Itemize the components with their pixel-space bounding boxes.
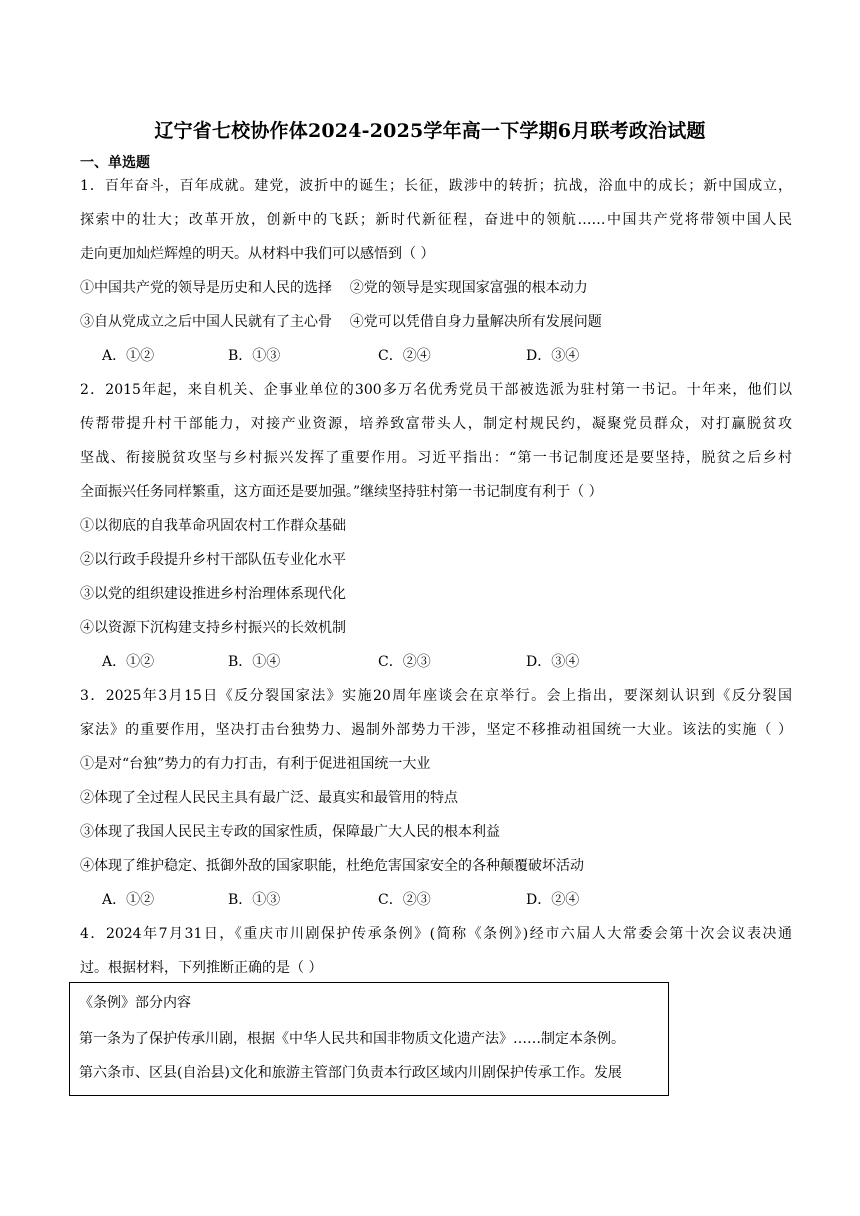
question-1-stem-line-3: 走向更加灿烂辉煌的明天。从材料中我们可以感悟到（ ） (80, 246, 435, 262)
question-3-item-3: ③体现了我国人民民主专政的国家性质，保障最广大人民的根本利益 (80, 824, 500, 840)
question-4-stem-line-1: 4．2024年7月31日，《重庆市川剧保护传承条例》(简称《条例》)经市六届人大常委会第十次会议表决通 (80, 926, 792, 942)
question-2-option-b[interactable]: B．①④ (228, 654, 281, 670)
question-1-option-c[interactable]: C．②④ (378, 348, 431, 364)
question-3-stem-line-2: 家法》的重要作用，坚决打击台独势力、遏制外部势力干涉，坚定不移推动祖国统一大业。该法的实施（ ） (80, 722, 792, 738)
excerpt-article-6: 第六条市、区县(自治县)文化和旅游主管部门负责本行政区域内川剧保护传承工作。发展 (79, 1065, 622, 1081)
question-2-option-a[interactable]: A．①② (102, 654, 155, 670)
question-4-stem-line-2: 过。根据材料，下列推断正确的是（ ） (80, 960, 323, 976)
question-3-option-d[interactable]: D．②④ (526, 892, 580, 908)
question-2-item-4: ④以资源下沉构建支持乡村振兴的长效机制 (80, 620, 346, 636)
question-2-item-2: ②以行政手段提升乡村干部队伍专业化水平 (80, 552, 346, 568)
question-1-item-line-1: ①中国共产党的领导是历史和人民的选择 ②党的领导是实现国家富强的根本动力 (80, 280, 588, 296)
excerpt-article-1: 第一条为了保护传承川剧，根据《中华人民共和国非物质文化遗产法》……制定本条例。 (79, 1031, 625, 1047)
question-2-option-c[interactable]: C．②③ (378, 654, 431, 670)
question-2-item-3: ③以党的组织建设推进乡村治理体系现代化 (80, 586, 346, 602)
question-1-stem-line-2: 探索中的壮大；改革开放，创新中的飞跃；新时代新征程，奋进中的领航……中国共产党将带领中国人民 (80, 212, 792, 228)
regulation-excerpt-box (69, 982, 669, 1096)
question-3-item-1: ①是对“台独”势力的有力打击，有利于促进祖国统一大业 (80, 756, 431, 772)
excerpt-heading: 《条例》部分内容 (79, 995, 191, 1011)
question-2-item-1: ①以彻底的自我革命巩固农村工作群众基础 (80, 518, 346, 534)
question-3-option-b[interactable]: B．①③ (228, 892, 281, 908)
question-2-stem-line-3: 坚战、衔接脱贫攻坚与乡村振兴发挥了重要作用。习近平指出：“第一书记制度还是要坚持，脱贫之后乡村 (80, 450, 792, 466)
section-heading: 一、单选题 (80, 155, 150, 171)
question-3-stem-line-1: 3．2025年3月15日《反分裂国家法》实施20周年座谈会在京举行。会上指出，要深刻认识到《反分裂国 (80, 688, 792, 704)
question-3-option-c[interactable]: C．②③ (378, 892, 431, 908)
question-1-option-a[interactable]: A．①② (102, 348, 155, 364)
question-2-stem-line-2: 传帮带提升村干部能力，对接产业资源，培养致富带头人，制定村规民约，凝聚党员群众，对打赢脱贫攻 (80, 416, 792, 432)
question-2-stem-line-4: 全面振兴任务同样繁重，这方面还是要加强。”继续坚持驻村第一书记制度有利于（ ） (80, 484, 603, 500)
question-3-option-a[interactable]: A．①② (102, 892, 155, 908)
question-1-stem-line-1: 1．百年奋斗，百年成就。建党，波折中的诞生；长征，跋涉中的转折；抗战，浴血中的成长；新中国成立， (80, 178, 792, 194)
question-1-option-b[interactable]: B．①③ (228, 348, 281, 364)
question-1-option-d[interactable]: D．③④ (526, 348, 580, 364)
question-2-option-d[interactable]: D．③④ (526, 654, 580, 670)
question-1-item-line-2: ③自从党成立之后中国人民就有了主心骨 ④党可以凭借自身力量解决所有发展问题 (80, 314, 602, 330)
question-3-item-2: ②体现了全过程人民民主具有最广泛、最真实和最管用的特点 (80, 790, 458, 806)
question-2-stem-line-1: 2．2015年起，来自机关、企事业单位的300多万名优秀党员干部被选派为驻村第一书记。十年来，他们以 (80, 382, 792, 398)
page-title: 辽宁省七校协作体2024-2025学年高一下学期6月联考政治试题 (154, 120, 706, 142)
question-3-item-4: ④体现了维护稳定、抵御外敌的国家职能，杜绝危害国家安全的各种颠覆破坏活动 (80, 858, 584, 874)
